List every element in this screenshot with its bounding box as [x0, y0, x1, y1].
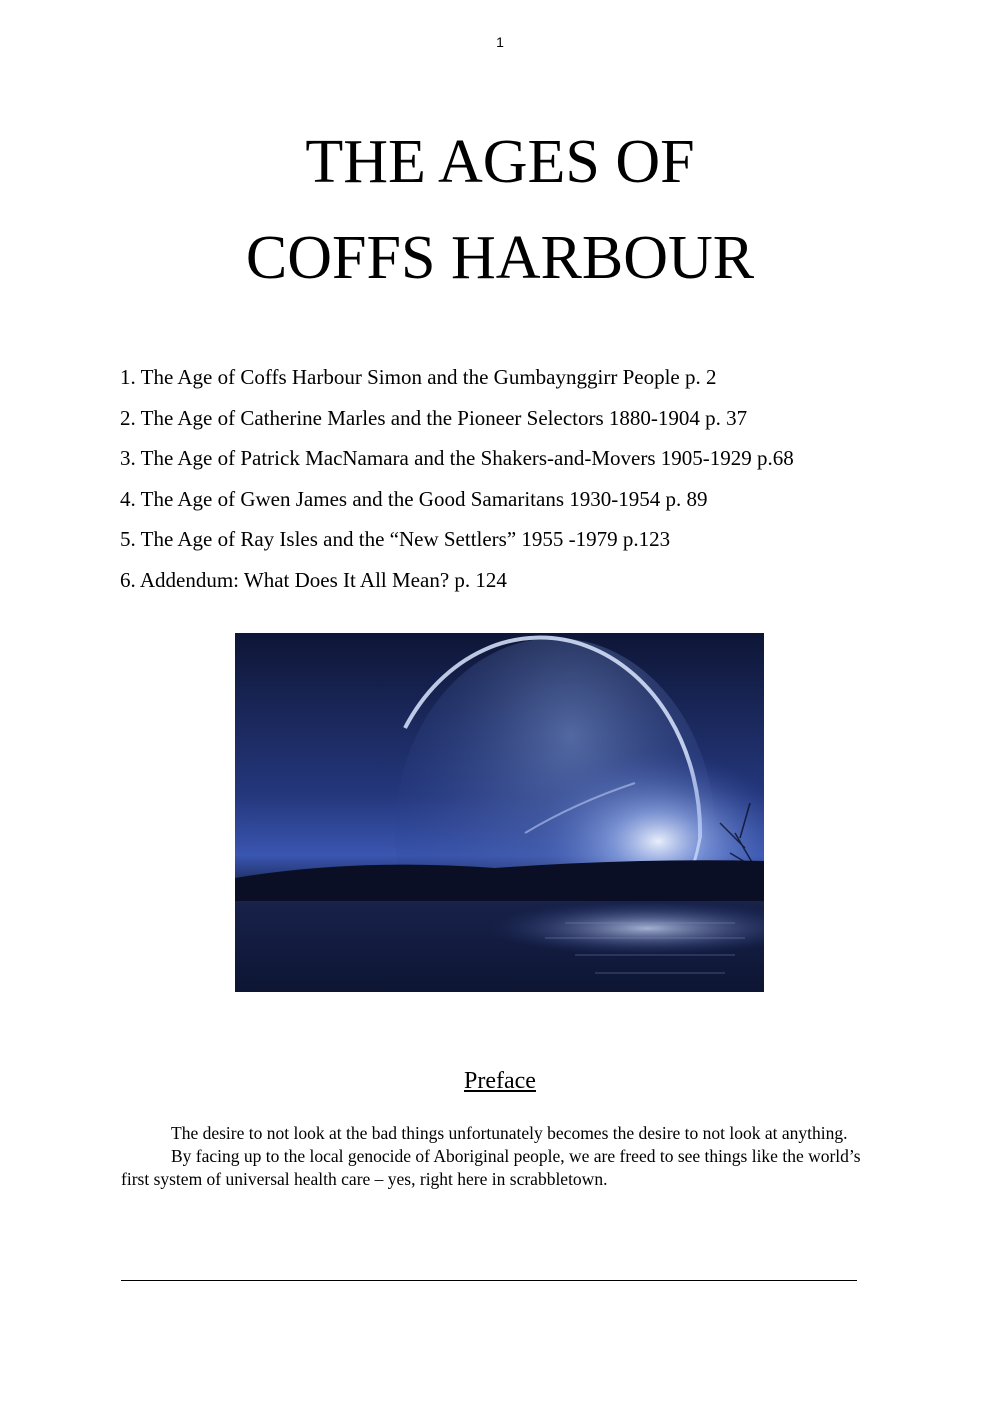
horizontal-rule — [121, 1280, 857, 1281]
moon-seascape-image — [235, 633, 764, 992]
title-line-2: COFFS HARBOUR — [245, 224, 755, 292]
table-of-contents — [120, 364, 920, 607]
toc-item: 4. The Age of Gwen James and the Good Samaritans 1930-1954 p. 89 — [120, 486, 708, 511]
preface-body — [121, 1122, 881, 1191]
page-number: 1 — [496, 34, 504, 50]
toc-item: 5. The Age of Ray Isles and the “New Settlers” 1955 -1979 p.123 — [120, 527, 671, 551]
toc-item: 2. The Age of Catherine Marles and the Pioneer Selectors 1880-1904 p. 37 — [120, 405, 748, 430]
toc-item: 1. The Age of Coffs Harbour Simon and the Gumbaynggirr People p. 2 — [120, 365, 717, 389]
toc-item: 6. Addendum: What Does It All Mean? p. 124 — [120, 567, 507, 592]
toc-item: 3. The Age of Patrick MacNamara and the Shakers-and-Movers 1905-1929 p.68 — [120, 446, 794, 470]
preface-heading: Preface — [464, 1068, 536, 1094]
title-line-1: THE AGES OF — [305, 128, 695, 196]
preface-paragraph: The desire to not look at the bad things unfortunately becomes the desire to not look at anything. — [171, 1123, 848, 1143]
preface-paragraph: By facing up to the local genocide of Aboriginal people, we are freed to see things like the world’s first system of universal health care – yes, right here in scrabbletown. — [121, 1146, 861, 1189]
